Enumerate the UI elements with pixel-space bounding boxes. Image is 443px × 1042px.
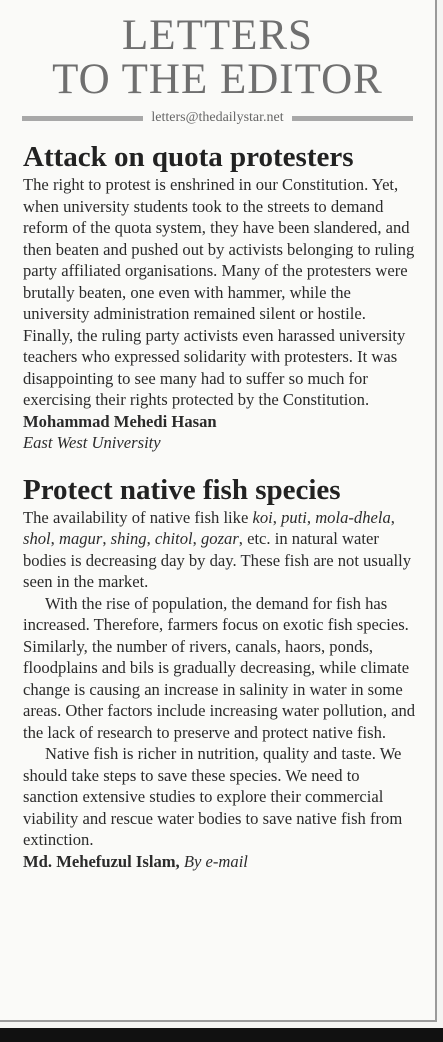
paragraph-tail: , etc. in natural water bodies is decreasing day by day. These fish are not usually seen in the market. xyxy=(23,529,412,591)
letter-author: Md. Mehefuzul Islam, xyxy=(23,851,180,871)
letter-paragraph-3: Native fish is richer in nutrition, quality and taste. We should take steps to save these species. We need to sanction extensive studies to explore their commercial viability and rescue water bodies to save native fish from extinction. xyxy=(23,744,403,849)
letter-paragraph-1 xyxy=(23,507,419,593)
fish-name: shol xyxy=(23,529,51,548)
divider-left xyxy=(22,116,143,121)
letter-native-fish xyxy=(0,473,435,872)
paragraph-lead: The availability of native fish like xyxy=(23,507,253,527)
fish-name: gozar xyxy=(200,529,239,548)
letter-source: By e-mail xyxy=(183,851,248,871)
fish-name: magur xyxy=(58,529,103,548)
letter-headline: Protect native fish species xyxy=(23,473,341,506)
letter-paragraph-2: With the rise of population, the demand for fish has increased. Therefore, farmers focus on exotic fish species. Similarly, the number of rivers, canals, haors, ponds, floodplains and bils is gradually decreasing, while climate change is causing an increase in salinity in water in some areas. Other factors include increasing water pollution, and the lack of research to preserve and protect native fish. xyxy=(23,593,416,742)
fish-name: shing xyxy=(110,529,147,548)
section-masthead xyxy=(0,0,435,102)
editor-email[interactable]: letters@thedailystar.net xyxy=(151,110,284,125)
letter-headline: Attack on quota protesters xyxy=(23,141,354,173)
page-bottom-edge xyxy=(0,1028,443,1042)
email-row xyxy=(22,110,413,126)
masthead-title-line-1: LETTERS xyxy=(122,12,313,59)
fish-name: koi xyxy=(252,507,273,527)
letter-signature xyxy=(23,851,419,872)
fish-name: mola-dhela xyxy=(315,507,391,527)
masthead-title-line-2: TO THE EDITOR xyxy=(52,56,383,103)
fish-name: chitol xyxy=(154,529,193,548)
letter-quota-protesters xyxy=(0,140,435,453)
letter-affiliation: East West University xyxy=(23,432,161,452)
letter-author: Mohammad Mehedi Hasan xyxy=(23,411,217,431)
fish-name-list: koi, puti, mola-dhela, shol, magur, shing, chitol, gozar xyxy=(23,507,395,548)
divider-right xyxy=(292,116,413,121)
letter-body: The right to protest is enshrined in our Constitution. Yet, when university students took to the streets to demand reform of the quota system, they have been slandered, and then beaten and pushed out by activists belonging to ruling party affiliated organisations. Many of the protesters were brutally beaten, one even with hammer, while the university administration remained silent or hostile. Finally, the ruling party activists even harassed university teachers who expressed solidarity with protesters. It was disappointing to see many had to suffer so much for exercising their rights protected by the Constitution. xyxy=(23,175,415,409)
fish-name: puti xyxy=(281,507,307,527)
